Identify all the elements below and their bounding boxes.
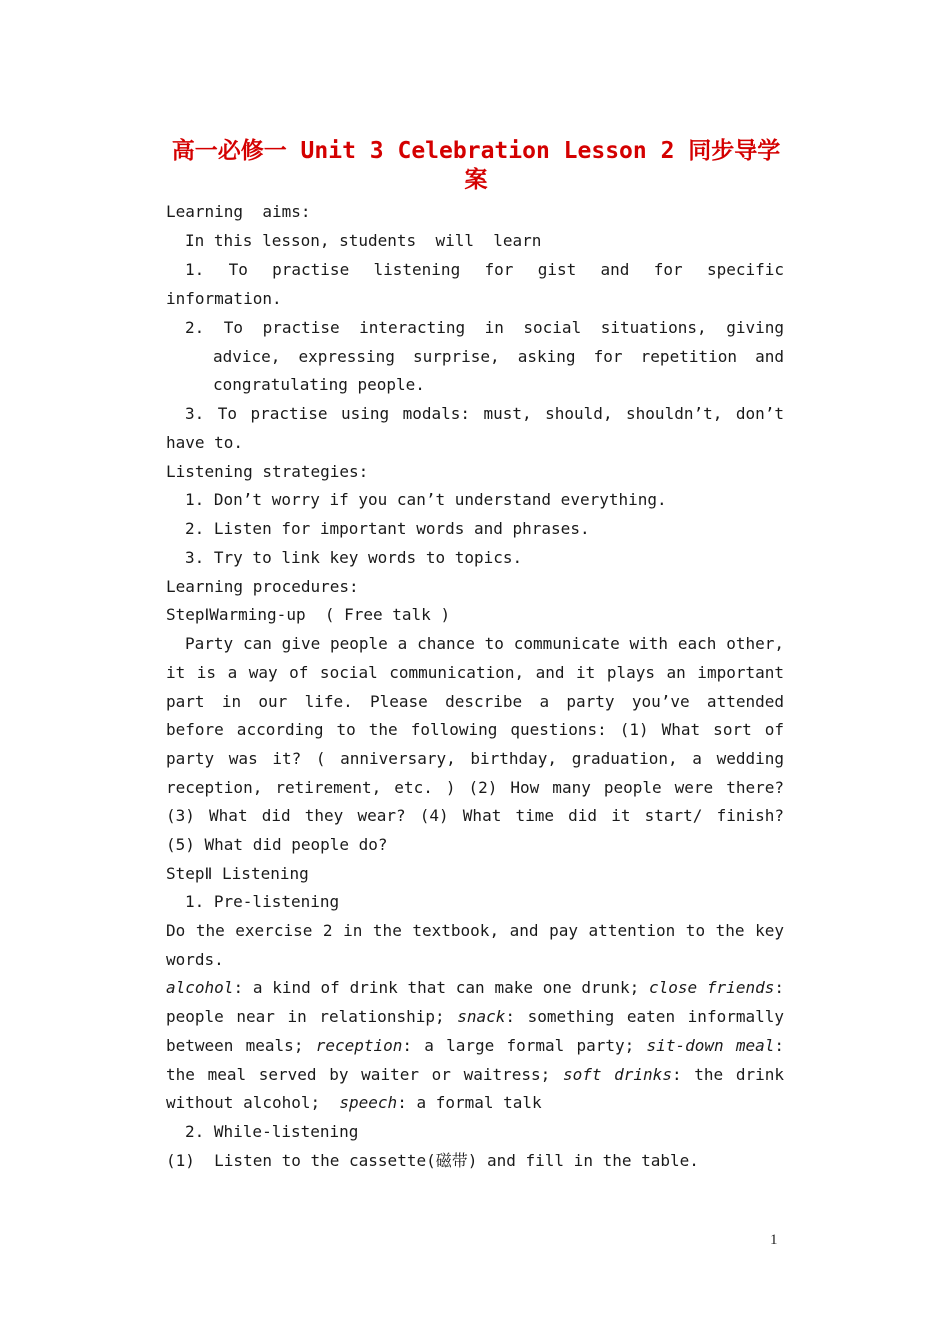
aim-3-line-2: have to. <box>166 433 244 452</box>
vocab-line <box>166 973 784 1002</box>
vocab-definition: without alcohol; <box>166 1093 340 1112</box>
aims-intro: In this lesson, students will learn <box>185 231 542 250</box>
document-title: 高一必修一 Unit 3 Celebration Lesson 2 同步导学案 <box>171 138 781 193</box>
vocab-line <box>166 1060 784 1089</box>
vocab-definition: : a formal talk <box>397 1093 542 1112</box>
listening-strategies-heading: Listening strategies: <box>166 462 369 481</box>
aim-2-line-3: congratulating people. <box>213 375 425 394</box>
vocab-definition: between meals; <box>166 1036 316 1055</box>
aim-3-line-1: 3. To practise using modals: must, should, shouldn’t, don’t <box>185 404 784 423</box>
step-1-paragraph-line: Party can give people a chance to communicate with each other, <box>185 634 784 653</box>
strategy-item: 3. Try to link key words to topics. <box>185 548 523 567</box>
vocab-definition: : a kind of drink that can make one drunk; <box>233 978 649 997</box>
while-listening-heading: 2. While-listening <box>185 1122 359 1141</box>
vocab-word: alcohol <box>166 978 234 997</box>
pre-listening-heading: 1. Pre-listening <box>185 892 340 911</box>
learning-aims-heading: Learning aims: <box>166 202 311 221</box>
vocab-line <box>166 1088 784 1117</box>
step-1-paragraph-line: part in our life. Please describe a party you’ve attended <box>166 692 784 711</box>
step-1-paragraph-line: party was it? ( anniversary, birthday, graduation, a wedding <box>166 749 784 768</box>
while-listening-item: (1) Listen to the cassette(磁带) and fill in the table. <box>166 1151 699 1170</box>
vocab-definition: the meal served by waiter or waitress; <box>166 1065 563 1084</box>
aim-1-line-1: 1. To practise listening for gist and for specific <box>185 260 784 279</box>
page-number: 1 <box>770 1232 778 1248</box>
vocab-line <box>166 1031 784 1060</box>
vocab-word: soft drinks <box>562 1065 672 1084</box>
vocab-word: snack <box>457 1007 506 1026</box>
step-1-paragraph-line: it is a way of social communication, and it plays an important <box>166 663 784 682</box>
vocab-definition: : the drink <box>671 1065 784 1084</box>
aim-2-line-2: advice, expressing surprise, asking for repetition and <box>213 347 784 366</box>
vocab-definition: : something eaten informally <box>505 1007 785 1026</box>
vocab-word: close friends <box>648 978 775 997</box>
vocab-definition: people near in relationship; <box>166 1007 458 1026</box>
step-1-paragraph-line: (3) What did they wear? (4) What time did it start/ finish? <box>166 806 784 825</box>
vocab-line <box>166 1002 784 1031</box>
step-2-heading: StepⅡ Listening <box>166 864 309 883</box>
pre-listening-line-2: words. <box>166 950 224 969</box>
step-1-paragraph-line: (5) What did people do? <box>166 835 388 854</box>
vocab-definition: : <box>774 978 784 997</box>
aim-2-line-1: 2. To practise interacting in social situations, giving <box>185 318 784 337</box>
learning-procedures-heading: Learning procedures: <box>166 577 359 596</box>
step-1-paragraph-line: reception, retirement, etc. ) (2) How many people were there? <box>166 778 784 797</box>
vocab-word: sit-down meal <box>646 1036 775 1055</box>
strategy-item: 2. Listen for important words and phrases. <box>185 519 590 538</box>
vocab-definition: : <box>774 1036 785 1055</box>
step-1-heading: StepⅠWarming-up ( Free talk ) <box>166 605 451 624</box>
pre-listening-line-1: Do the exercise 2 in the textbook, and pay attention to the key <box>166 921 784 940</box>
step-1-paragraph-line: before according to the following questions: (1) What sort of <box>166 720 784 739</box>
vocab-word: speech <box>339 1093 398 1112</box>
vocab-definition: : a large formal party; <box>402 1036 647 1055</box>
aim-1-line-2: information. <box>166 289 282 308</box>
strategy-item: 1. Don’t worry if you can’t understand everything. <box>185 490 667 509</box>
vocab-word: reception <box>315 1036 403 1055</box>
